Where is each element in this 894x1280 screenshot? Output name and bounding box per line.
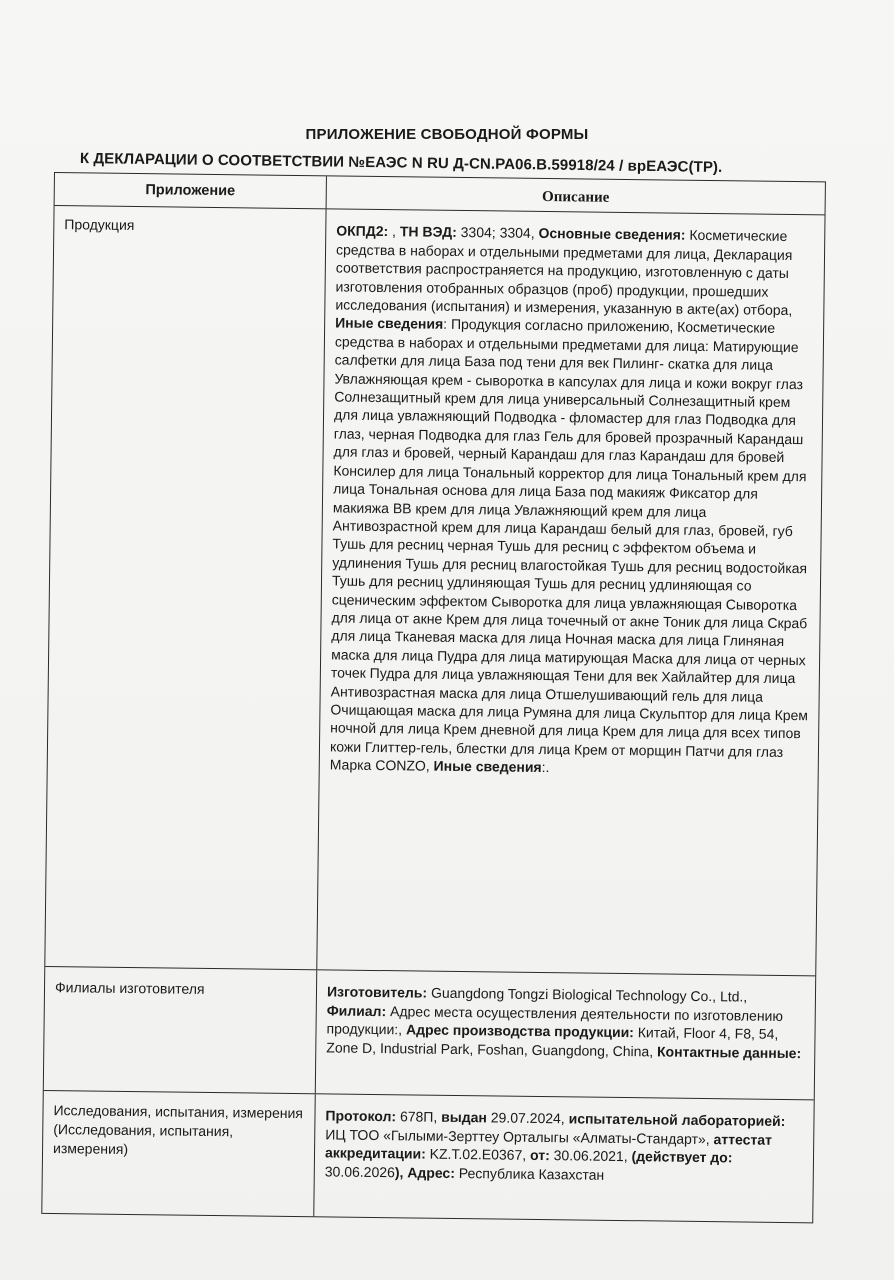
products-description (317, 210, 824, 976)
basic-info-text: Косметические средства в наборах и отдельными предметами для лица, Декларация соответствия распространяется на продукцию, изготовленную с даты изготовления отобранных образцов (проб) продукции, прошедших исследования (испытания) и измерения, указанную в акте(ах) отбора, (335, 227, 793, 319)
address-value: Республика Казахстан (454, 1164, 605, 1183)
other-info-text: : Продукция согласно приложению, Косметические средства в наборах и отдельными предметами для лица: Матирующие салфетки для лица База под тени для век Пилинг- скатка для лица Увлажняющая крем - сыворотка в капсулах для лица и кожи вокруг глаз Солнезащитный крем для лица универсальный Солнезащитный крем для лица увлажняющий Подводка - фломастер для глаз Подводка для глаз, черная Подводка для глаз Гель для бровей прозрачный Карандаш для глаз и бровей, черный Карандаш для глаз Карандаш для бровей Консилер для лица Тональный корректор для лица Тональный крем для лица Тональная основа для лица База под макияж Фиксатор для макияжа BB крем для лица Увлажняющий крем для лица Антивозрастной крем для лица Карандаш белый для глаз, бровей, губ Тушь для ресниц черная Тушь для ресниц с эффектом объема и удлинения Тушь для ресниц влагостойкая Тушь для ресниц водостойкая Тушь для ресниц удлиняющая Тушь для ресниц удлиняющая со сценическим эффектом Сыворотка для лица увлажняющая Сыворотка для лица от акне Крем для лица точечный от акне Тоник для лица Скраб для лица Тканевая маска для лица Ночная маска для лица Глиняная маска для лица Пудра для лица матирующая Маска для лица от черных точек Пудра для лица увлажняющая Тени для век Хайлайтер для лица Антивозрастная маска для лица Отшелушивающий гель для лица Очищающая маска для лица Румяна для лица Скульптор для лица Крем ночной для лица Крем дневной для лица Крем для лица для всех типов кожи Глиттер-гель, блестки для лица Крем от морщин Патчи для глаз Марка CONZO, (329, 316, 809, 774)
lab-value: ИЦ ТОО «Гылыми-Зерттеу Орталыгы «Алматы-Стандарт», (325, 1126, 714, 1147)
tnved-label: ТН ВЭД: (399, 223, 457, 241)
header-col-appendix: Приложение (55, 173, 327, 209)
valid-until-value: 30.06.2026 (324, 1163, 395, 1180)
research-label: Исследования, испытания, измерения (Исследования, испытания, измерения) (42, 1091, 315, 1216)
lab-label: испытательной лабораторией: (568, 1110, 786, 1130)
accreditation-value: KZ.T.02.E0367, (425, 1145, 531, 1164)
from-label: от: (529, 1147, 550, 1164)
issued-label: выдан (441, 1109, 487, 1126)
address-label: Адрес: (407, 1164, 456, 1181)
okpd-label: ОКПД2: (336, 222, 389, 240)
branch-label: Филиал: (326, 1002, 387, 1019)
issued-value: 29.07.2024, (486, 1109, 569, 1127)
other-info-label-2: Иные сведения (433, 757, 542, 776)
manufacturer-value: Guangdong Tongzi Biological Technology Co., Ltd., (427, 985, 748, 1005)
tnved-value: 3304; 3304, (456, 224, 539, 242)
branches-label: Филиалы изготовителя (44, 967, 317, 1093)
production-address-label: Адрес производства продукции: (405, 1021, 634, 1041)
valid-until-label: (действует до: (631, 1148, 733, 1166)
table-row-research (42, 1090, 813, 1222)
appendix-table (41, 172, 826, 1224)
accreditation-label: аттестат аккредитации: (324, 1130, 773, 1162)
valid-until-close: ), (394, 1163, 408, 1181)
research-description (314, 1095, 813, 1223)
contacts-label: Контактные данные: (656, 1043, 802, 1061)
header-col-description: Описание (542, 188, 610, 206)
other-info-label: Иные сведения (335, 314, 444, 333)
basic-info-label: Основные сведения: (538, 225, 686, 244)
okpd-value: , (388, 223, 400, 240)
document-subtitle: К ДЕКЛАРАЦИИ О СООТВЕТСТВИИ №ЕАЭС N RU Д-CN.PA06.B.59918/24 / врЕАЭС(ТР). (79, 150, 723, 176)
protocol-label: Протокол: (325, 1107, 397, 1125)
products-label: Продукция (45, 206, 326, 969)
from-value: 30.06.2021, (549, 1147, 632, 1165)
table-row-products (45, 205, 824, 975)
other-info-end: :. (541, 759, 550, 776)
protocol-value: 678П, (396, 1108, 442, 1126)
manufacturer-label: Изготовитель: (326, 983, 428, 1002)
production-address-value: Китай, Floor 4, F8, 54, Zone D, Industrial Park, Foshan, Guangdong, China, (326, 1024, 779, 1060)
document-title: ПРИЛОЖЕНИЕ СВОБОДНОЙ ФОРМЫ (305, 126, 589, 143)
branch-value: Адрес места осуществления деятельности по изготовлению продукции:, (326, 1002, 784, 1038)
branches-description (316, 971, 815, 1100)
table-row-branches (44, 966, 815, 1099)
